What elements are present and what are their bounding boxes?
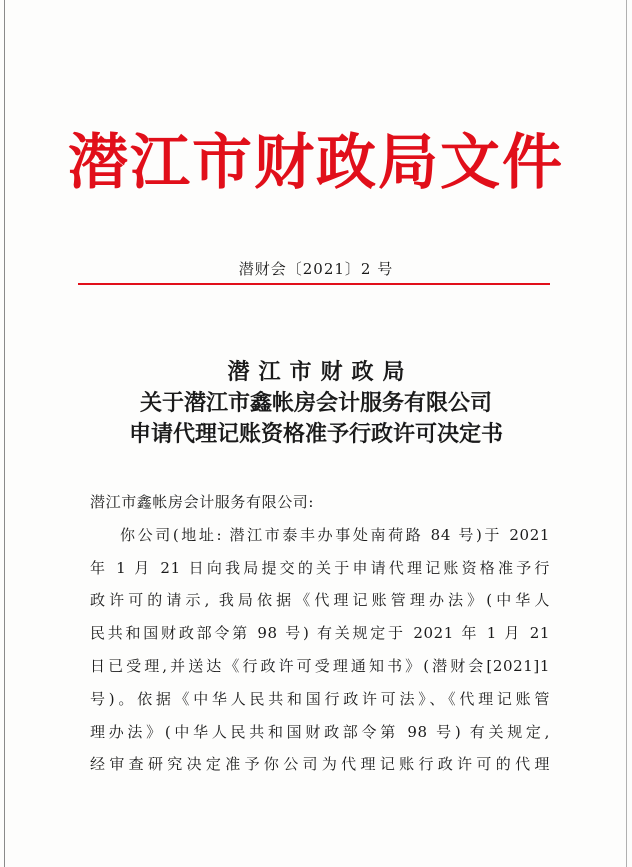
red-divider-line	[78, 283, 550, 285]
document-number: 潜财会〔2021〕2 号	[238, 260, 394, 278]
body-line: 你公司(地址: 潜江市泰丰办事处南荷路 84 号)于 2021	[120, 525, 550, 544]
addressee: 潜江市鑫帐房会计服务有限公司:	[90, 493, 315, 511]
title-line-issuer: 潜江市财政局	[227, 359, 414, 385]
body-line: 号)。依据《中华人民共和国行政许可法》、《代理记账管	[90, 689, 550, 708]
body-line: 经审查研究决定准予你公司为代理记账行政许可的代理	[90, 755, 550, 774]
document-title	[0, 357, 632, 450]
document-header-title: 潜江市财政局文件	[68, 128, 564, 198]
body-line: 政许可的请示, 我局依据《代理记账管理办法》(中华人	[90, 591, 550, 610]
title-line-subject: 关于潜江市鑫帐房会计服务有限公司	[139, 390, 492, 416]
body-line: 民共和国财政部令第 98 号) 有关规定于 2021 年 1 月 21	[90, 624, 550, 643]
body-line: 理办法》(中华人民共和国财政部令第 98 号) 有关规定,	[90, 722, 550, 741]
document-body	[90, 486, 550, 781]
title-line-decision: 申请代理记账资格准予行政许可决定书	[128, 421, 503, 447]
body-line: 日已受理,并送达《行政许可受理通知书》(潜财会[2021]1	[90, 656, 550, 675]
body-line: 年 1 月 21 日向我局提交的关于申请代理记账资格准予行	[90, 558, 550, 577]
